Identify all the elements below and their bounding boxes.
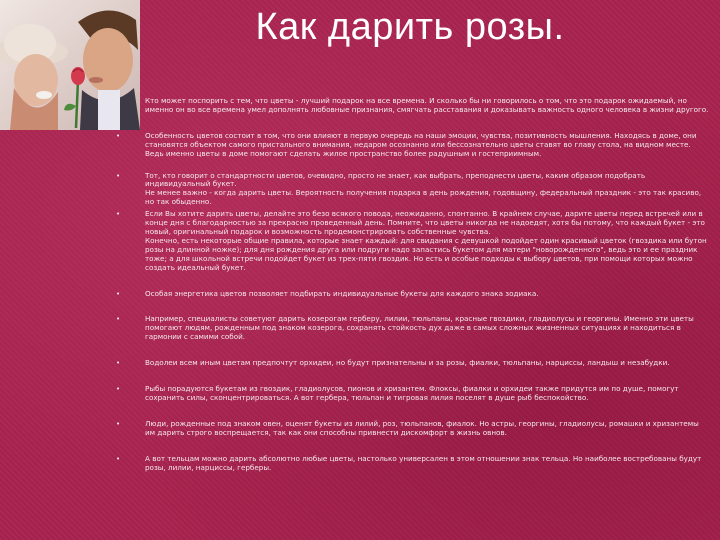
slide-title: Как дарить розы. xyxy=(255,6,565,48)
bullet-icon: • xyxy=(116,97,121,105)
list-item xyxy=(112,172,710,208)
list-item-text: Особенность цветов состоит в том, что они влияют в первую очередь на наши эмоции, чувства, позитивность мышления. Находясь в доме, они становятся объектом самого пристального внимания, недаром осознанно или бессознательно цветы ставят во главу стола, на видном месте. Ведь именно цветы в доме помогают сделать жилое пространство более радушным и гостеприимным. xyxy=(145,130,697,158)
list-item xyxy=(112,315,710,342)
list-item-text: А вот тельцам можно дарить абсолютно любые цветы, настолько универсален в этом отношении знак тельца. Но наиболее востребованы будут розы, лилии, нарциссы, герберы. xyxy=(145,453,702,472)
bullet-icon: • xyxy=(116,315,121,324)
list-item xyxy=(112,359,710,368)
bullet-icon: • xyxy=(116,454,121,463)
list-item-text: Водолеи всем иным цветам предпочтут орхидеи, но будут признательны и за розы, фиалки, тюльпаны, нарциссы, ландыш и незабудки. xyxy=(145,358,670,368)
list-item-text: Если Вы хотите дарить цветы, делайте это безо всякого повода, неожиданно, спонтанно. В крайнем случае, дарите цветы перед встречей или в конце дня с благодарностью за прекрасно проведенный день. Помните, что цветы никогда не надоедят, хотя бы потому, что каждый букет - это новый, оригинальный подарок и возможность продемонстрировать собственные чувства. Конечно, есть некоторые общие правила, которые знает каждый: для свидания с девушкой подойдет один красивый цветок (гвоздика или бутон розы на длинной ножке); для дня рождения друга или подруги надо запастись букетом для матери "новорожденного", ведь это и ее праздник тоже; а для школьной встречи подойдет букет из трех-пяти гвоздик. Но есть и особые подходы к выбору цветов, при помощи которых можно создать идеальный букет. xyxy=(145,209,707,272)
bullet-icon: • xyxy=(116,131,121,140)
list-item xyxy=(112,290,710,299)
list-item xyxy=(112,455,710,473)
list-item-text: Тот, кто говорит о стандартности цветов, очевидно, просто не знает, как выбрать, преподнести цветы, каким образом подобрать индивидуальный букет. Не менее важно - когда дарить цветы. Вероятность получения подарка в день рождения, годовщину, федеральный праздник - это так красиво, но так обыденно. xyxy=(145,170,702,207)
bullet-icon: • xyxy=(116,385,121,394)
list-item-text: Рыбы порадуются букетам из гвоздик, гладиолусов, пионов и хризантем. Флоксы, фиалки и орхидеи также придутся им по душе, помогут сохранить силы, сконцентрироваться. А вот гербера, тюльпан и тигровая лилия поселят в душе рыб беспокойство. xyxy=(145,384,679,402)
bullet-list xyxy=(112,97,710,472)
bullet-icon: • xyxy=(116,359,121,368)
list-item-text: Например, специалисты советуют дарить козерогам герберу, лилии, тюльпаны, красные гвоздики, гладиолусы и георгины. Именно эти цветы помогают людям, рожденным под знаком козерога, сохранять стойкость дух даже в самых сложных жизненных ситуациях и находиться в гармонии с самими собой. xyxy=(145,314,694,342)
list-item-text: Кто может поспорить с тем, что цветы - лучший подарок на все времена. И сколько бы ни говорилось о том, что это подарок ожидаемый, но именно он во все времена умел дополнять любовные признания, смягчать расставания и доказывать важность одного человека в жизни другого. xyxy=(145,96,709,114)
bullet-icon: • xyxy=(116,289,121,298)
bullet-icon: • xyxy=(116,171,121,180)
list-item xyxy=(112,97,710,115)
list-item-text: Особая энергетика цветов позволяет подбирать индивидуальные букеты для каждого знака зодиака. xyxy=(145,288,539,298)
bullet-icon: • xyxy=(116,210,121,219)
list-item xyxy=(112,132,710,159)
list-item xyxy=(112,210,710,272)
list-item xyxy=(112,385,710,403)
list-item-text: Люди, рожденные под знаком овен, оценят букеты из лилий, роз, тюльпанов, фиалок. Но астры, георгины, гладиолусы, ромашки и хризантемы им дарить строго воспрещается, так как они способны привнести дискомфорт в жизнь овнов. xyxy=(145,418,699,437)
bullet-icon: • xyxy=(116,419,121,428)
list-item xyxy=(112,420,710,438)
